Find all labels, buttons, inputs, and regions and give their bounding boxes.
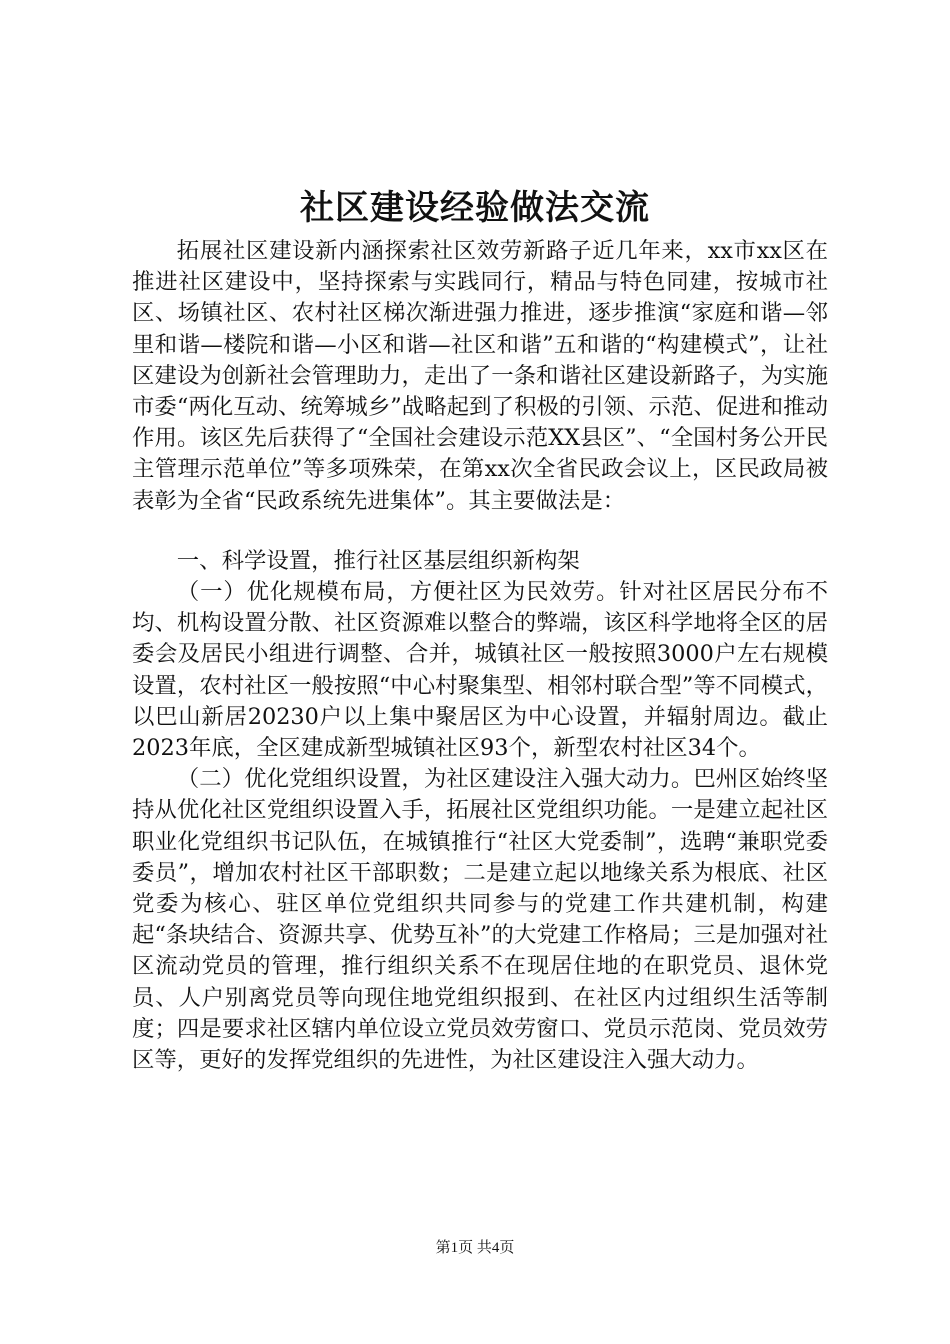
body-paragraph: （一）优化规模布局，方便社区为民效劳。针对社区居民分布不均、机构设置分散、社区资源难以整合的弊端，该区科学地将全区的居委会及居民小组进行调整、合并，城镇社区一般按照3000户左右规模设置，农村社区一般按照“中心村聚集型、相邻村联合型”等不同模式，以巴山新居20230户以上集中聚居区为中心设置，并辐射周边。截止2023年底，全区建成新型城镇社区93个，新型农村社区34个。 — [132, 579, 828, 762]
body-paragraph: （二）优化党组织设置，为社区建设注入强大动力。巴州区始终坚持从优化社区党组织设置入手，拓展社区党组织功能。一是建立起社区职业化党组织书记队伍，在城镇推行“社区大党委制”，选聘“兼职党委委员”，增加农村社区干部职数；二是建立起以地缘关系为根底、社区党委为核心、驻区单位党组织共同参与的党建工作共建机制，构建起“条块结合、资源共享、优势互补”的大党建工作格局；三是加强对社区流动党员的管理，推行组织关系不在现居住地的在职党员、退休党员、人户别离党员等向现住地党组织报到、在社区内过组织生活等制度；四是要求社区辖内单位设立党员效劳窗口、党员示范岗、党员效劳区等，更好的发挥党组织的先进性，为社区建设注入强大动力。 — [132, 766, 828, 1074]
page-title: 社区建设经验做法交流 — [300, 188, 650, 228]
intro-paragraph: 拓展社区建设新内涵探索社区效劳新路子近几年来，xx市xx区在推进社区建设中，坚持探索与实践同行，精品与特色同建，按城市社区、场镇社区、农村社区梯次渐进强力推进，逐步推演“家庭和谐—邻里和谐—楼院和谐—小区和谐—社区和谐”五和谐的“构建模式”，让社区建设为创新社会管理助力，走出了一条和谐社区建设新路子，为实施市委“两化互动、统筹城乡”战略起到了积极的引领、示范、促进和推动作用。该区先后获得了“全国社会建设示范XX县区”、“全国村务公开民主管理示范单位”等多项殊荣，在第xx次全省民政会议上，区民政局被表彰为全省“民政系统先进集体”。其主要做法是： — [132, 238, 828, 514]
section-heading: 一、科学设置，推行社区基层组织新构架 — [176, 547, 580, 574]
document-body — [132, 236, 828, 1076]
page-footer: 第1页 共4页 — [435, 1240, 515, 1256]
